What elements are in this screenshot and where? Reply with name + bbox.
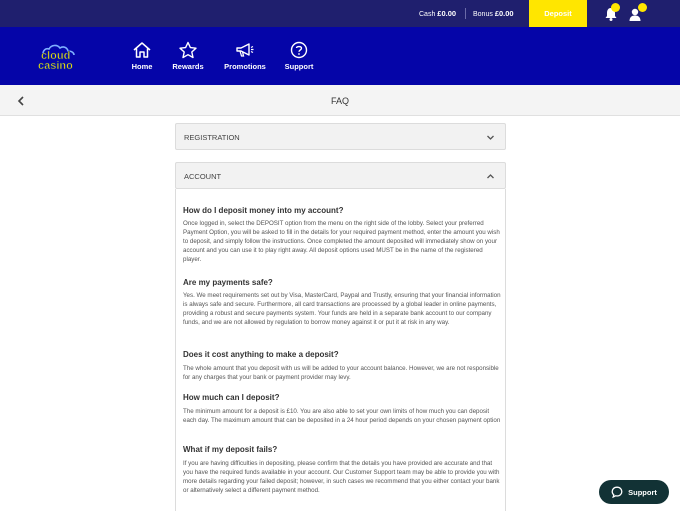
logo-text-cloud: cloud (41, 50, 71, 62)
logo-text-casino: casino (38, 60, 73, 71)
chevron-down-icon (486, 133, 495, 142)
faq-question: How much can I deposit? (183, 393, 280, 402)
nav-home[interactable] (117, 41, 167, 71)
deposit-button[interactable]: Deposit (529, 0, 587, 27)
question-circle-icon (289, 41, 309, 59)
faq-question: Does it cost anything to make a deposit? (183, 350, 339, 359)
nav-promotions-label: Promotions (224, 62, 266, 71)
nav-rewards-label: Rewards (172, 62, 204, 71)
faq-answer: If you are having difficulties in depositing, please confirm that the details you have provided are accurate and that you have the required funds available in your account. Our Customer Support team may be able to provide you with more details regarding your failed deposit; however, in such cases we recommend that you either contact your bank or alternatively select a different payment method. (183, 460, 500, 494)
megaphone-icon (235, 41, 255, 59)
faq-answer: Yes. We meet requirements set out by Visa, MasterCard, Paypal and Trustly, ensuring that your financial information is always safe and secure. Furthermore, all card transactions are processed by a global leader in online payments, providing a robust and secure payments system. Your funds are held in a separate bank account to our company funds, and we are not allowed by regulation to borrow money against it or put it at risk in any way. (183, 292, 501, 326)
faq-question: What if my deposit fails? (183, 445, 278, 454)
cash-balance (419, 9, 456, 18)
main-nav (0, 27, 680, 85)
balance-divider (465, 8, 466, 19)
faq-question: Are my payments safe? (183, 278, 273, 287)
home-icon (132, 41, 152, 59)
account-badge (638, 3, 647, 12)
cash-value: £0.00 (437, 9, 457, 18)
faq-question: How do I deposit money into my account? (183, 206, 344, 215)
accordion-account[interactable] (175, 162, 506, 189)
star-icon (178, 41, 198, 59)
faq-answer: The whole amount that you deposit with us will be added to your account balance. However, we are not responsible for any charges that your bank or payment provider may levy. (183, 365, 499, 381)
cloud-casino-logo[interactable] (37, 43, 83, 71)
faq-answer: The minimum amount for a deposit is £10. You are also able to set your own limits of how much you can deposit each day. The maximum amount that can be deposited in a 24 hour period depends on your chosen payment option (183, 408, 501, 424)
nav-support[interactable] (274, 41, 324, 71)
accordion-account-label: ACCOUNT (184, 172, 222, 181)
faq-answer: Once logged in, select the DEPOSIT option from the menu on the right side of the lobby. Select your preferred Payment Option, you will be asked to fill in the details for your required payment method, enter the amount you wish to deposit, and simply follow the instructions. Once completed the amount deposited will immediately show on your account and you can use it to play right away. All deposit options used MUST be in the name of the registered player. (183, 220, 500, 263)
chevron-up-icon (486, 172, 495, 181)
support-chat-button[interactable] (599, 480, 669, 504)
chat-bubble-icon (611, 486, 623, 498)
accordion-registration[interactable] (175, 123, 506, 150)
bonus-value: £0.00 (494, 9, 514, 18)
logo-graphic (37, 43, 83, 71)
nav-home-label: Home (131, 62, 153, 71)
bonus-balance (473, 9, 514, 18)
nav-support-label: Support (284, 62, 314, 71)
cash-label: Cash (419, 11, 436, 18)
nav-rewards[interactable] (163, 41, 213, 71)
page-title: FAQ (330, 96, 349, 106)
notification-badge (611, 3, 620, 12)
nav-promotions[interactable] (220, 41, 270, 71)
accordion-registration-label: REGISTRATION (184, 133, 240, 142)
bonus-label: Bonus (473, 11, 493, 18)
support-chat-label: Support (628, 487, 657, 497)
